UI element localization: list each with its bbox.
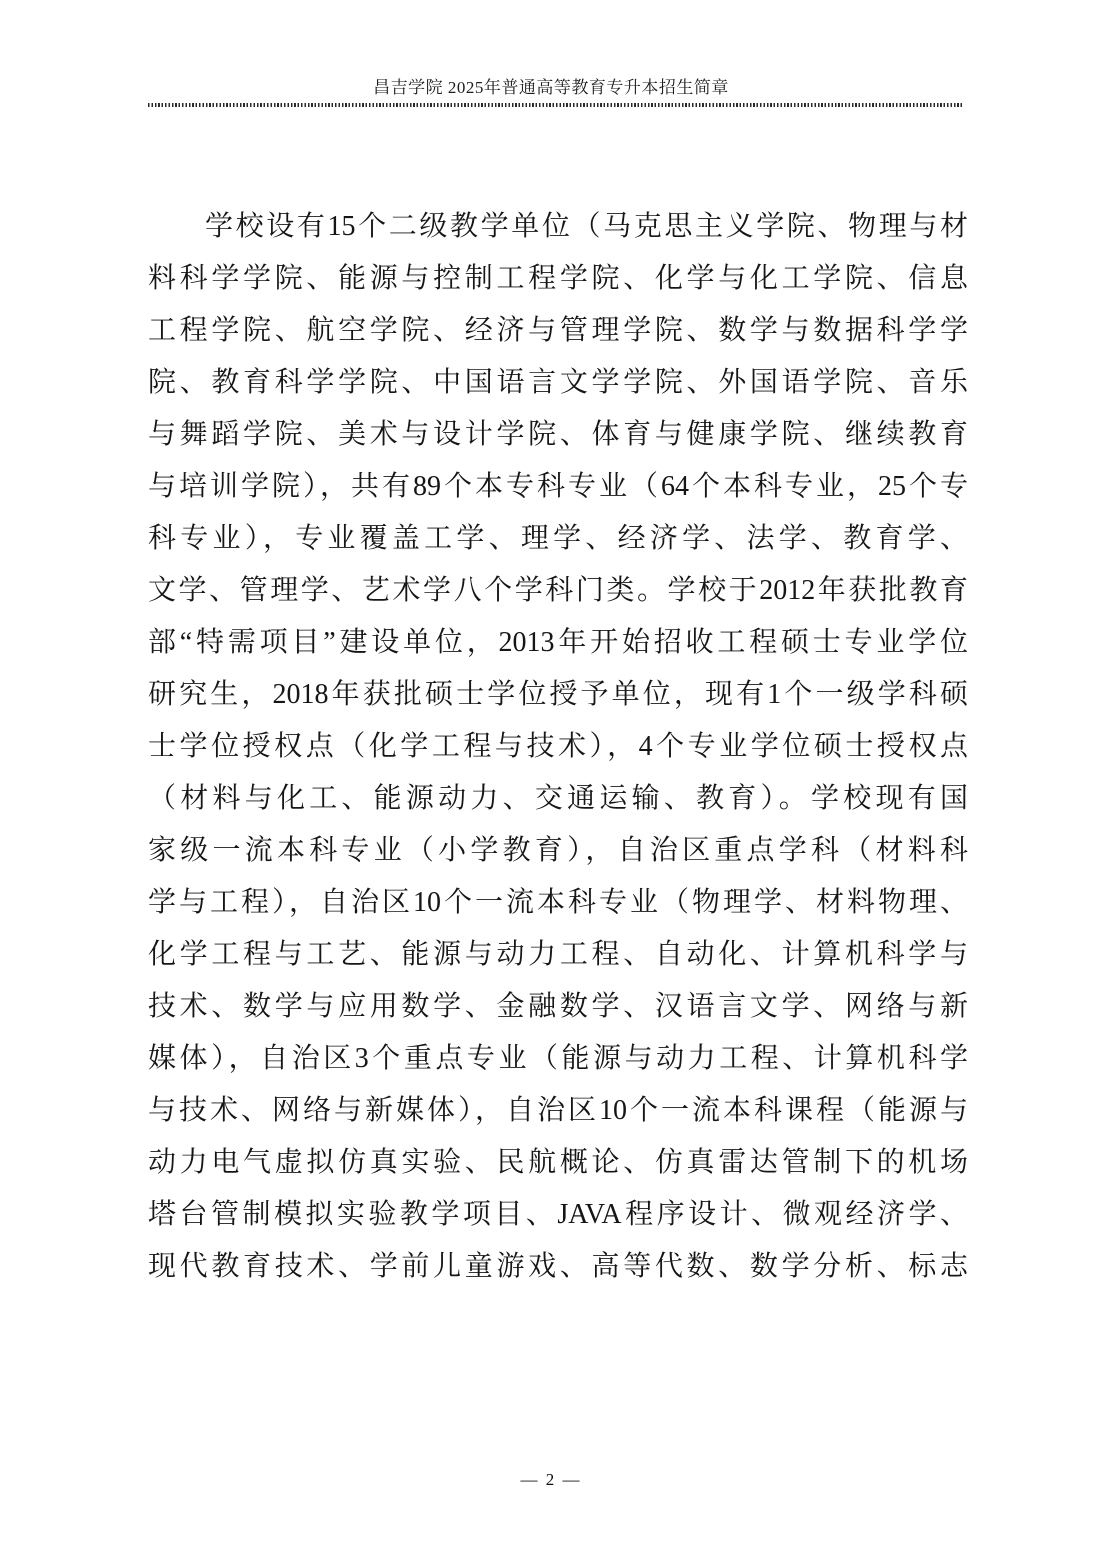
paragraph-line: 料科学学院、能源与控制工程学院、化学与化工学院、信息 (148, 263, 968, 294)
paragraph-line: 塔台管制模拟实验教学项目、JAVA程序设计、微观经济学、 (148, 1199, 968, 1230)
paragraph-line: 部“特需项目”建设单位，2013年开始招收工程硕士专业学位 (148, 627, 968, 658)
paragraph-line: 家级一流本科专业（小学教育），自治区重点学科（材料科 (148, 835, 968, 866)
paragraph-line: 媒体），自治区3个重点专业（能源与动力工程、计算机科学 (148, 1043, 968, 1074)
paragraph-line: 现代教育技术、学前儿童游戏、高等代数、数学分析、标志 (148, 1251, 968, 1282)
paragraph-line: 与培训学院），共有89个本专科专业（64个本科专业，25个专 (148, 471, 968, 502)
running-header-title: 昌吉学院 2025年普通高等教育专升本招生简章 (373, 78, 729, 97)
paragraph-line: 与舞蹈学院、美术与设计学院、体育与健康学院、继续教育 (148, 419, 968, 450)
paragraph-line: 学与工程），自治区10个一流本科专业（物理学、材料物理、 (148, 887, 968, 918)
paragraph-line: 士学位授权点（化学工程与技术），4个专业学位硕士授权点 (148, 731, 968, 762)
paragraph-line: 化学工程与工艺、能源与动力工程、自动化、计算机科学与 (148, 939, 968, 970)
paragraph-line: 学校设有15个二级教学单位（马克思主义学院、物理与材 (205, 211, 968, 242)
paragraph-line: 与技术、网络与新媒体），自治区10个一流本科课程（能源与 (148, 1095, 968, 1126)
paragraph-line: 院、教育科学学院、中国语言文学学院、外国语学院、音乐 (148, 367, 968, 398)
paragraph-line: 研究生，2018年获批硕士学位授予单位，现有1个一级学科硕 (148, 679, 968, 710)
paragraph-line: 文学、管理学、艺术学八个学科门类。学校于2012年获批教育 (148, 575, 968, 606)
paragraph-line: 科专业），专业覆盖工学、理学、经济学、法学、教育学、 (148, 523, 968, 554)
body-paragraph (148, 201, 968, 1293)
page-number: — 2 — (520, 1470, 582, 1489)
paragraph-line: 技术、数学与应用数学、金融数学、汉语言文学、网络与新 (148, 991, 968, 1022)
paragraph-line: 工程学院、航空学院、经济与管理学院、数学与数据科学学 (148, 315, 968, 346)
header-dotted-rule (148, 103, 964, 107)
paragraph-line: 动力电气虚拟仿真实验、民航概论、仿真雷达管制下的机场 (148, 1147, 968, 1178)
paragraph-line: （材料与化工、能源动力、交通运输、教育）。学校现有国 (148, 783, 968, 814)
